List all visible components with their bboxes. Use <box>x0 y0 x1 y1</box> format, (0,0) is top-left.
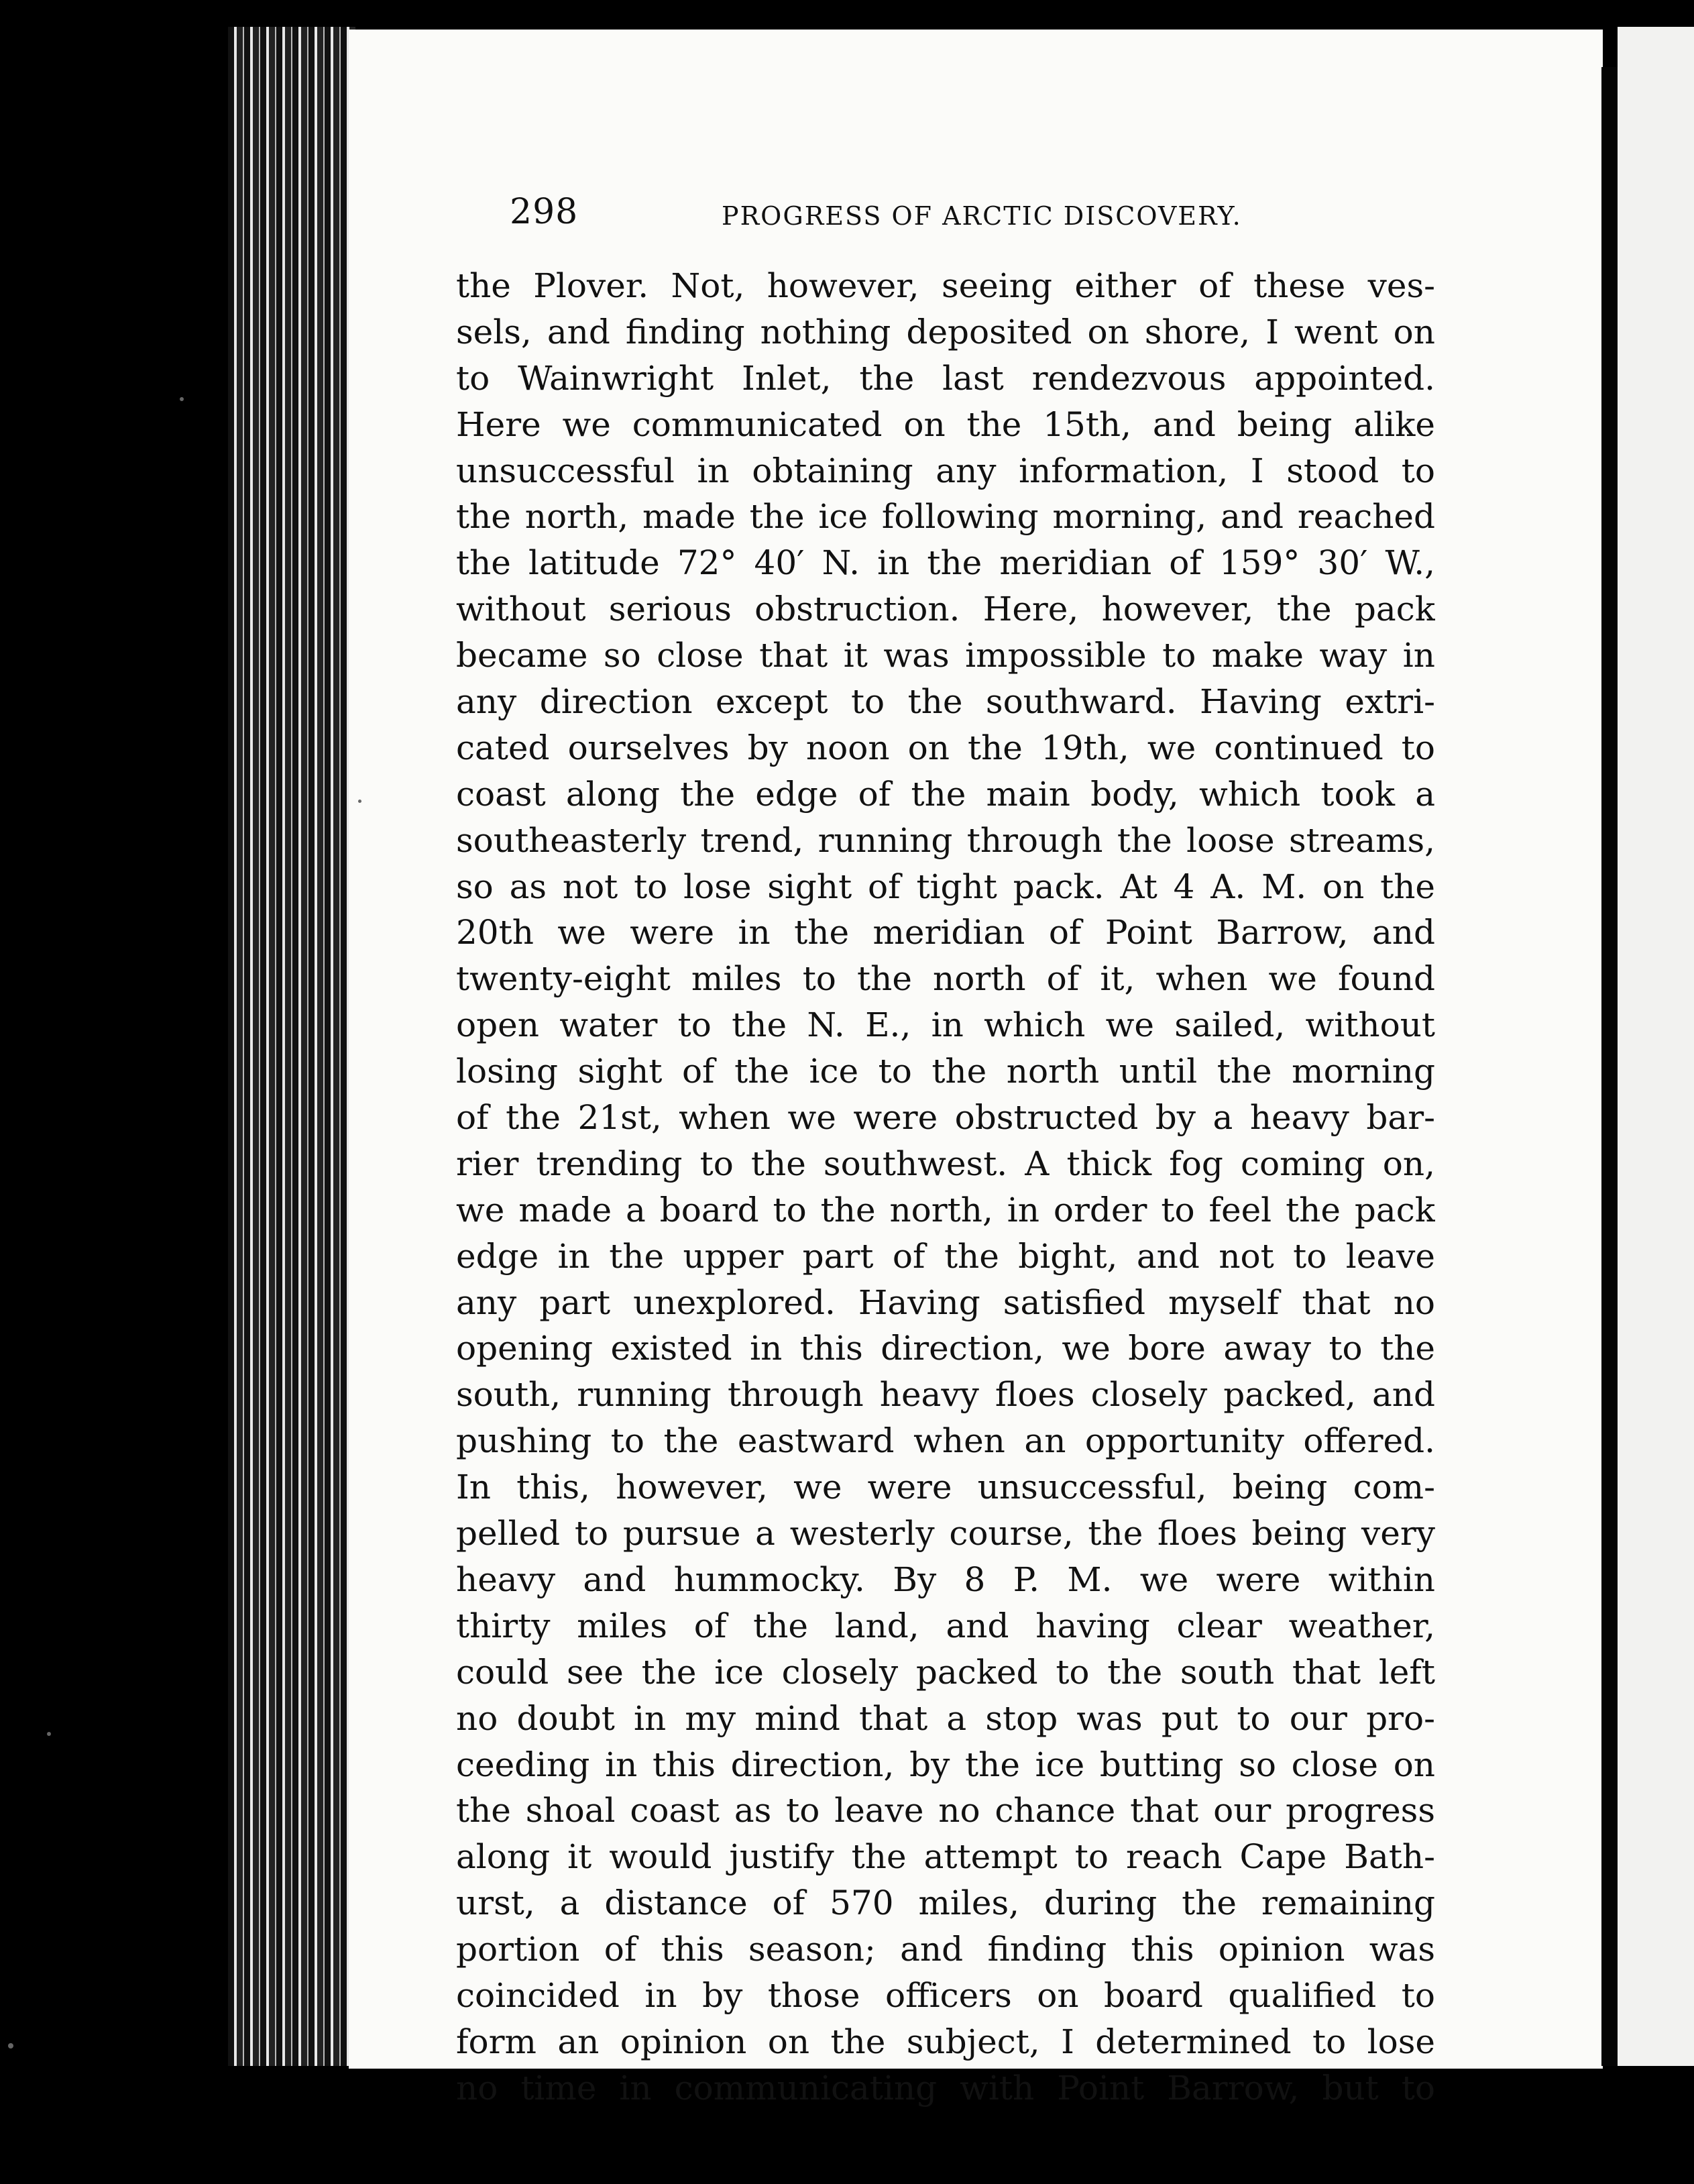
text-line: pushing to the eastward when an opportunity offered. <box>456 1421 1435 1461</box>
text-line: coast along the edge of the main body, which took a <box>456 774 1435 814</box>
text-line: of the 21st, when we were obstructed by a heavy bar- <box>456 1098 1435 1138</box>
text-line: any part unexplored. Having satisfied myself that no <box>456 1282 1435 1322</box>
text-line: opening existed in this direction, we bore away to the <box>456 1329 1435 1368</box>
body-text <box>456 263 1435 2112</box>
text-line: unsuccessful in obtaining any information, I stood to <box>456 451 1435 490</box>
running-head: PROGRESS OF ARCTIC DISCOVERY. <box>722 201 1242 231</box>
scan-speck <box>358 800 361 803</box>
text-line: no doubt in my mind that a stop was put to our pro- <box>456 1698 1435 1738</box>
text-line: south, running through heavy floes closely packed, and <box>456 1375 1435 1415</box>
text-line: twenty-eight miles to the north of it, when we found <box>456 959 1435 999</box>
text-line: open water to the N. E., in which we sailed, without <box>456 1005 1435 1045</box>
text-line: could see the ice closely packed to the south that left <box>456 1652 1435 1692</box>
text-line: rier trending to the southwest. A thick fog coming on, <box>456 1144 1435 1183</box>
text-line: the shoal coast as to leave no chance that our progress <box>456 1791 1435 1831</box>
text-line: heavy and hummocky. By 8 P. M. we were within <box>456 1560 1435 1599</box>
text-line: without serious obstruction. Here, however, the pack <box>456 590 1435 629</box>
text-line: thirty miles of the land, and having clear weather, <box>456 1606 1435 1645</box>
text-line: the latitude 72° 40′ N. in the meridian of 159° 30′ W., <box>456 543 1435 583</box>
text-line: portion of this season; and finding this opinion was <box>456 1930 1435 1969</box>
text-line: Here we communicated on the 15th, and being alike <box>456 404 1435 444</box>
text-line: we made a board to the north, in order to feel the pack <box>456 1190 1435 1230</box>
text-line: In this, however, we were unsuccessful, being com- <box>456 1468 1435 1507</box>
text-line: to Wainwright Inlet, the last rendezvous appointed. <box>456 358 1435 398</box>
text-line: no time in communicating with Point Barrow, but to <box>456 2068 1435 2108</box>
text-line: coincided in by those officers on board qualified to <box>456 1975 1435 2015</box>
text-line: became so close that it was impossible to make way in <box>456 636 1435 675</box>
text-line: the north, made the ice following morning, and reached <box>456 497 1435 537</box>
text-line: southeasterly trend, running through the loose streams, <box>456 820 1435 860</box>
scan-speck <box>8 2043 13 2049</box>
scan-speck <box>47 1732 51 1736</box>
text-line: so as not to lose sight of tight pack. At 4 A. M. on the <box>456 867 1435 906</box>
facing-page-edge <box>1618 27 1694 2066</box>
text-line: losing sight of the ice to the north until the morning <box>456 1052 1435 1091</box>
page-header <box>510 192 1247 239</box>
text-line: along it would justify the attempt to reach Cape Bath- <box>456 1837 1435 1877</box>
page-gutter-shadow <box>1601 67 1618 2066</box>
text-line: edge in the upper part of the bight, and not to leave <box>456 1236 1435 1276</box>
text-line: any direction except to the southward. Having extri- <box>456 682 1435 722</box>
book-spine <box>228 27 355 2066</box>
page-number: 298 <box>510 192 579 232</box>
text-line: pelled to pursue a westerly course, the floes being very <box>456 1514 1435 1553</box>
text-line: urst, a distance of 570 miles, during the remaining <box>456 1883 1435 1923</box>
text-line: sels, and finding nothing deposited on shore, I went on <box>456 312 1435 351</box>
scan-speck <box>180 397 184 401</box>
text-line: the Plover. Not, however, seeing either of these ves- <box>456 266 1435 305</box>
text-line: 20th we were in the meridian of Point Barrow, and <box>456 913 1435 952</box>
text-line: ceeding in this direction, by the ice butting so close on <box>456 1745 1435 1784</box>
text-line: form an opinion on the subject, I determined to lose <box>456 2022 1435 2061</box>
text-line: cated ourselves by noon on the 19th, we continued to <box>456 728 1435 767</box>
